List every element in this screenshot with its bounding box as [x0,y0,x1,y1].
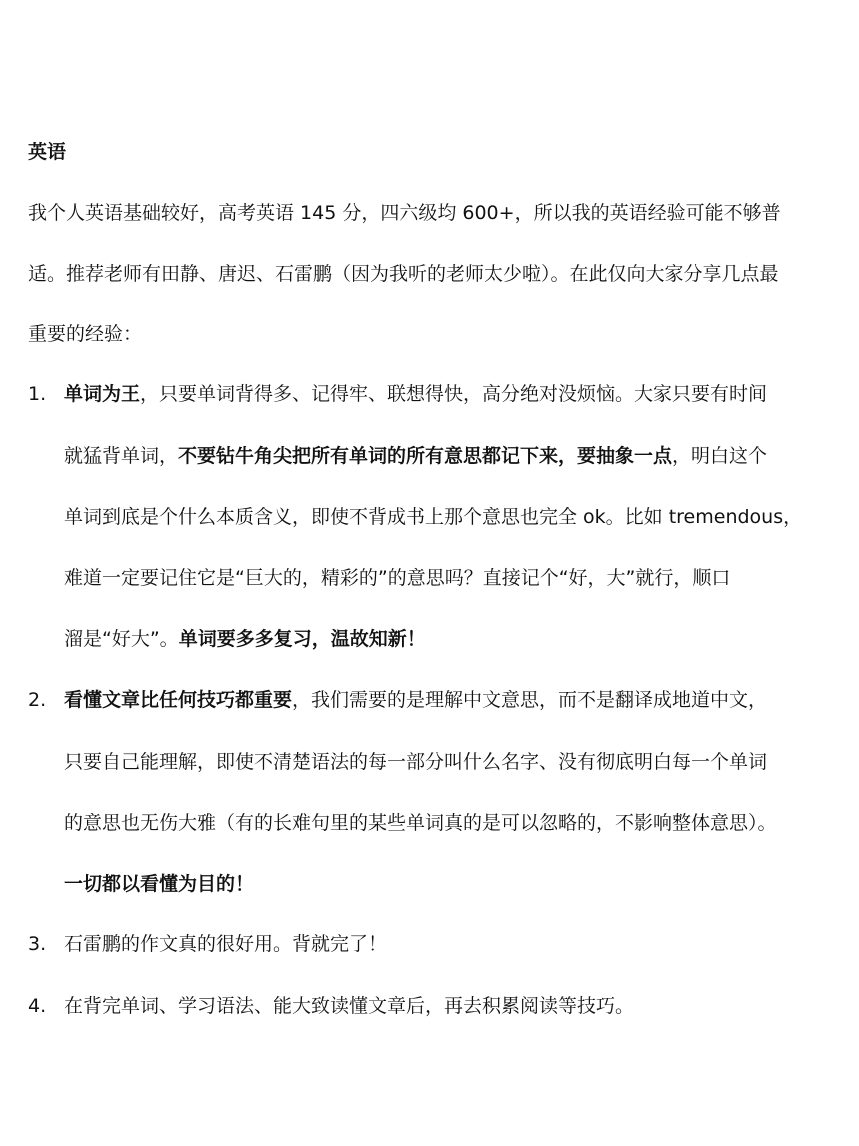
body-text: ，只要单词背得多、记得牢、联想得快，高分绝对没烦恼。大家只要有时间 [140,383,768,405]
list-item-line [64,382,767,406]
bold-text: 单词要多多复习，温故知新！ [178,628,426,650]
list-item-line: 石雷鹏的作文真的很好用。背就完了！ [64,933,388,955]
list-item-number: 4. [28,995,47,1017]
intro-line-3: 重要的经验： [28,323,143,345]
body-text: ，明白这个 [672,445,768,467]
list-item-line: 单词到底是个什么本质含义，即使不背成书上那个意思也完全 ok。比如 tremendous， [64,506,803,528]
list-item-line [64,627,426,651]
body-text: ，我们需要的是理解中文意思，而不是翻译成地道中文， [292,689,768,711]
list-item-number: 2. [28,689,47,711]
list-item-line: 只要自己能理解，即使不清楚语法的每一部分叫什么名字、没有彻底明白每一个单词 [64,751,768,773]
list-item-number: 3. [28,933,47,955]
body-text: 就猛背单词， [64,445,179,467]
bold-text: 一切都以看懂为目的！ [64,873,255,895]
list-item-line [64,444,767,468]
list-item-line: 的意思也无伤大雅（有的长难句里的某些单词真的是可以忽略的，不影响整体意思）。 [64,812,777,834]
bold-text: 看懂文章比任何技巧都重要 [64,689,293,711]
list-item-line: 难道一定要记住它是“巨大的，精彩的”的意思吗？直接记个“好，大”就行，顺口 [64,567,731,589]
list-item-line [64,688,767,712]
intro-line-2: 适。推荐老师有田静、唐迟、石雷鹏（因为我听的老师太少啦）。在此仅向大家分享几点最 [28,263,779,285]
bold-text: 单词为王 [64,383,141,405]
list-item-line [64,872,254,896]
list-item-number: 1. [28,383,47,405]
bold-text: 不要钻牛角尖把所有单词的所有意思都记下来，要抽象一点 [178,445,673,467]
section-heading: 英语 [28,141,67,163]
list-item-line: 在背完单词、学习语法、能大致读懂文章后，再去积累阅读等技巧。 [64,995,635,1017]
intro-line-1: 我个人英语基础较好，高考英语 145 分，四六级均 600+，所以我的英语经验可能不够普 [28,202,781,224]
body-text: 溜是“好大”。 [64,628,179,650]
